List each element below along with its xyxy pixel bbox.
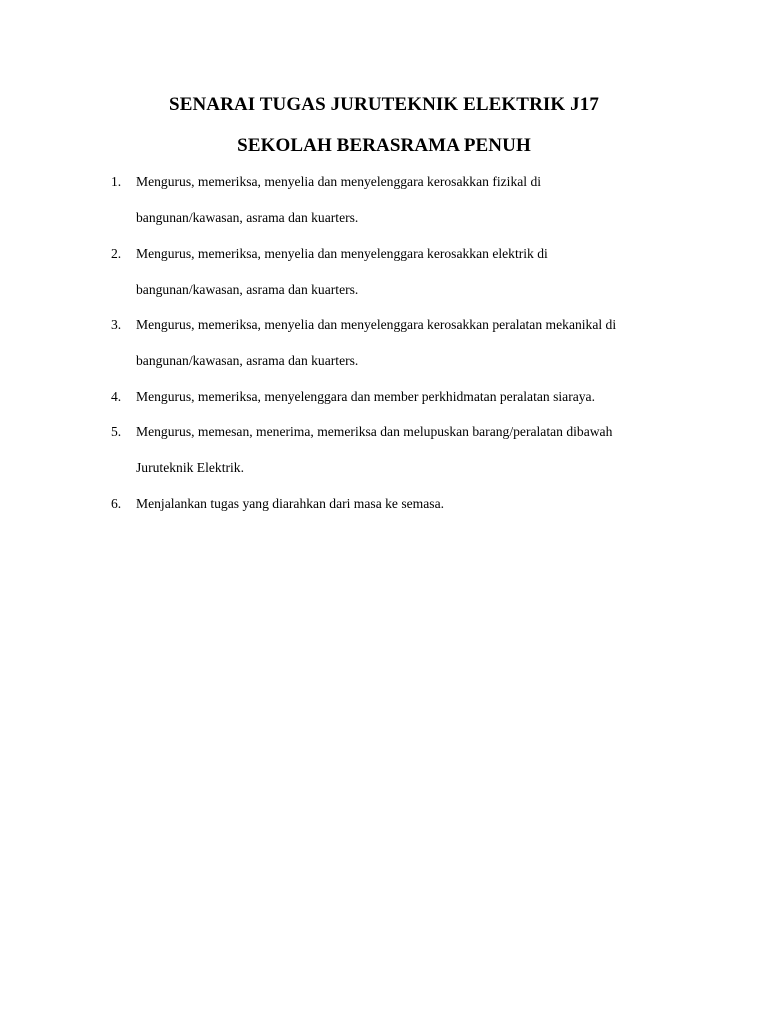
list-item-text: Mengurus, memesan, menerima, memeriksa dan melupuskan barang/peralatan dibawah — [136, 424, 613, 439]
list-item-number: 5. — [111, 424, 122, 439]
list-item-number: 3. — [111, 317, 122, 332]
list-item-text: bangunan/kawasan, asrama dan kuarters. — [136, 282, 359, 297]
list-item-text: Mengurus, memeriksa, menyelia dan menyelenggara kerosakkan fizikal di — [136, 174, 542, 189]
list-item-text: Mengurus, memeriksa, menyelenggara dan member perkhidmatan peralatan siaraya. — [136, 389, 595, 404]
list-item-text: Juruteknik Elektrik. — [136, 460, 244, 475]
list-item-text: Mengurus, memeriksa, menyelia dan menyelenggara kerosakkan peralatan mekanikal di — [136, 317, 617, 332]
list-item-number: 4. — [111, 389, 122, 404]
list-item-text: Menjalankan tugas yang diarahkan dari masa ke semasa. — [136, 496, 445, 511]
list-item-text: bangunan/kawasan, asrama dan kuarters. — [136, 353, 359, 368]
document-subtitle: SEKOLAH BERASRAMA PENUH — [237, 135, 531, 156]
list-item-number: 1. — [111, 174, 122, 189]
list-item-number: 2. — [111, 246, 122, 261]
list-item-text: Mengurus, memeriksa, menyelia dan menyelenggara kerosakkan elektrik di — [136, 246, 548, 261]
list-item-number: 6. — [111, 496, 122, 511]
list-item-text: bangunan/kawasan, asrama dan kuarters. — [136, 210, 359, 225]
document-title: SENARAI TUGAS JURUTEKNIK ELEKTRIK J17 — [169, 94, 599, 115]
